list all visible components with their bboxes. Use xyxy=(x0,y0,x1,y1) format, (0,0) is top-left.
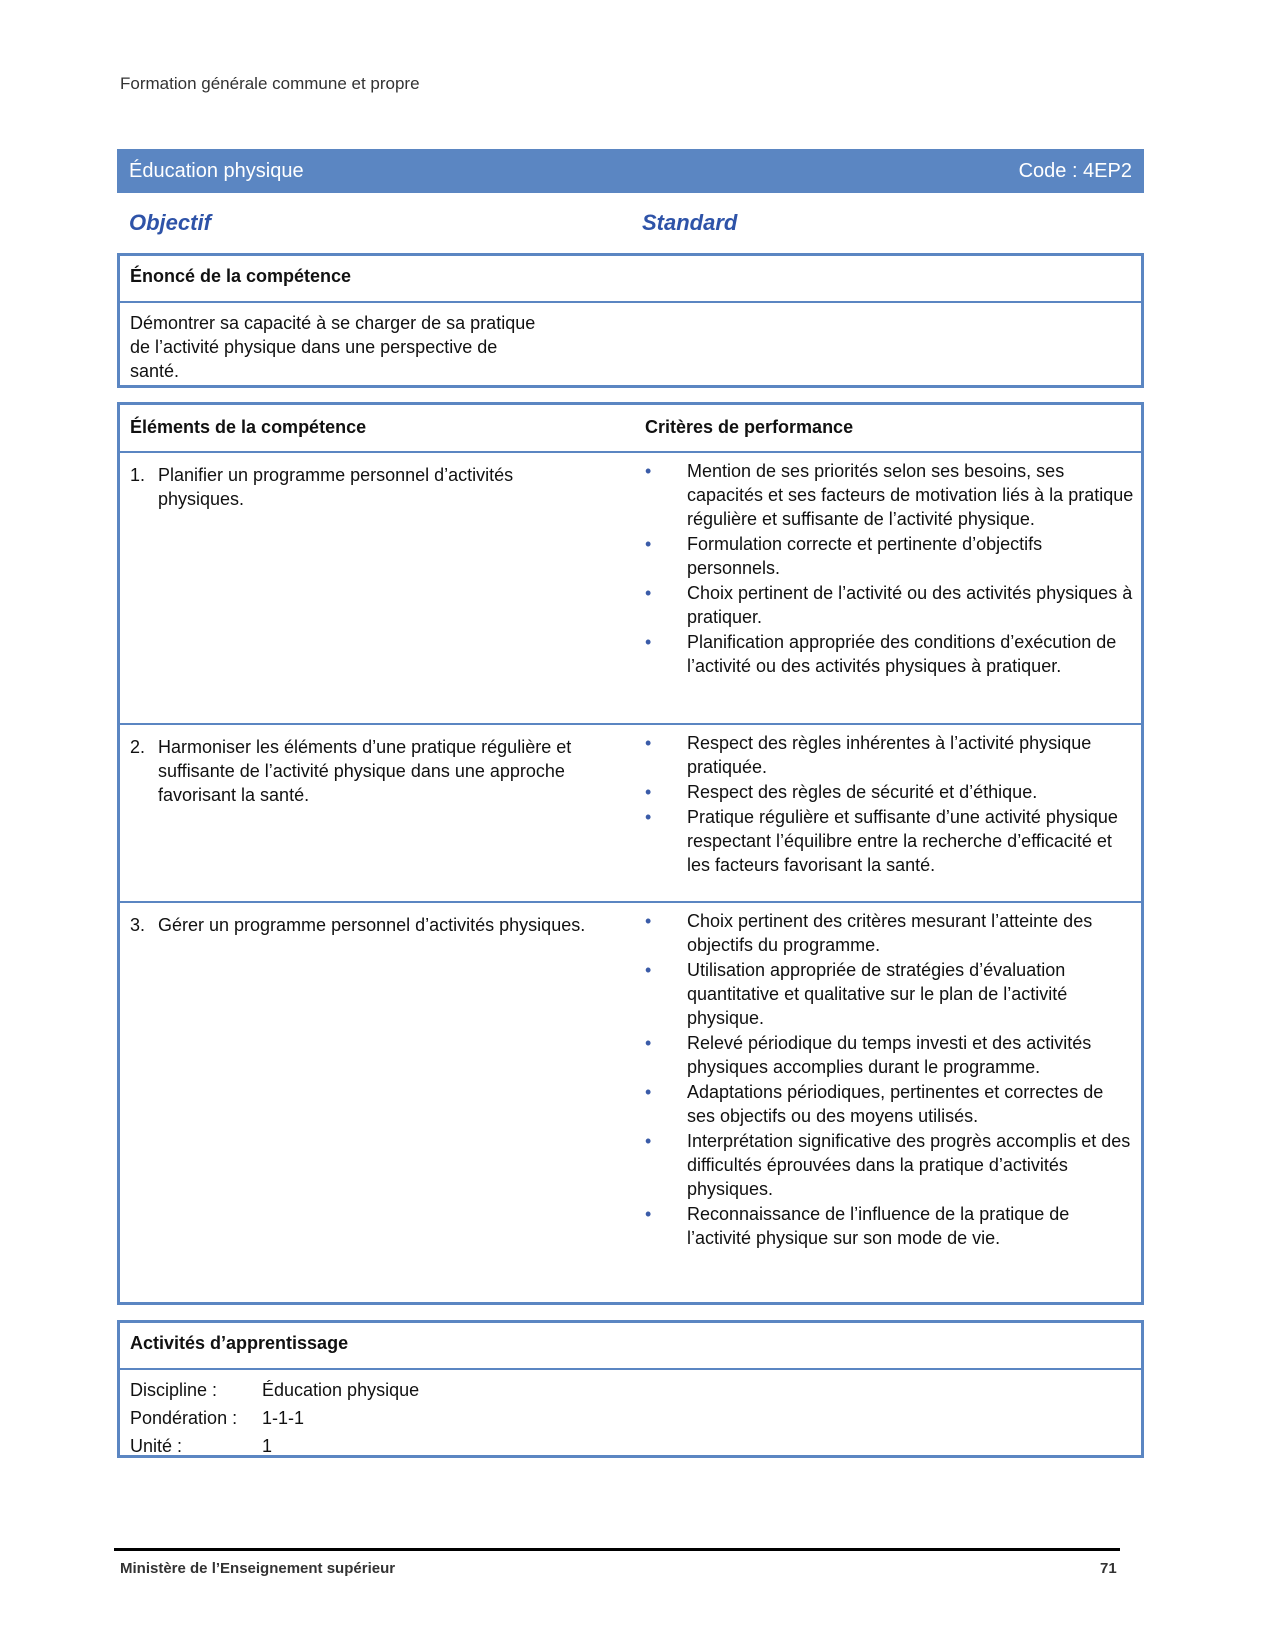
ponderation-line xyxy=(130,1404,1131,1432)
list-item: • Mention de ses priorités selon ses besoins, ses capacités et ses facteurs de motivation liés à la pratique régulière et suffisante de l’activité physique. xyxy=(645,459,1135,531)
enonce-heading: Énoncé de la compétence xyxy=(120,256,1141,303)
list-item: • Respect des règles inhérentes à l’activité physique pratiquée. xyxy=(645,731,1135,779)
list-item: • Pratique régulière et suffisante d’une activité physique respectant l’équilibre entre la recherche d’efficacité et les facteurs favorisant la santé. xyxy=(645,805,1135,877)
footer-divider xyxy=(114,1548,1120,1551)
list-item: • Planification appropriée des conditions d’exécution de l’activité ou des activités physiques à pratiquer. xyxy=(645,630,1135,678)
course-code: Code : 4EP2 xyxy=(1018,159,1132,182)
running-header: Formation générale commune et propre xyxy=(120,74,420,93)
standard-label: Standard xyxy=(642,210,738,235)
activites-box xyxy=(117,1320,1144,1458)
activites-heading: Activités d’apprentissage xyxy=(120,1323,1141,1370)
element-text xyxy=(130,735,600,807)
discipline-value: Éducation physique xyxy=(262,1380,420,1400)
enonce-box xyxy=(117,253,1144,388)
unite-line xyxy=(130,1432,1131,1460)
element-text xyxy=(130,463,600,511)
elements-header xyxy=(120,405,1141,453)
list-item: • Relevé périodique du temps investi et des activités physiques accomplies durant le programme. xyxy=(645,1031,1135,1079)
unite-value: 1 xyxy=(262,1436,273,1456)
unite-label: Unité : xyxy=(130,1436,183,1456)
criteria-list xyxy=(645,459,1135,679)
element-number: 2. xyxy=(130,737,146,757)
list-item: • Adaptations périodiques, pertinentes et correctes de ses objectifs ou des moyens utilisés. xyxy=(645,1080,1135,1128)
table-row xyxy=(120,725,1141,903)
page-number: 71 xyxy=(1100,1560,1117,1577)
discipline-label: Discipline : xyxy=(130,1380,218,1400)
enonce-text: Démontrer sa capacité à se charger de sa pratique de l’activité physique dans une perspective de santé. xyxy=(130,313,536,381)
activites-body xyxy=(120,1370,1141,1466)
list-item: • Formulation correcte et pertinente d’objectifs personnels. xyxy=(645,532,1135,580)
list-item: • Choix pertinent de l’activité ou des activités physiques à pratiquer. xyxy=(645,581,1135,629)
list-item: • Reconnaissance de l’influence de la pratique de l’activité physique sur son mode de vie. xyxy=(645,1202,1135,1250)
element-label: Harmoniser les éléments d’une pratique régulière et suffisante de l’activité physique dans une approche favorisant la santé. xyxy=(158,737,572,805)
elements-table xyxy=(117,402,1144,1305)
discipline-line xyxy=(130,1376,1131,1404)
criteria-list xyxy=(645,909,1135,1251)
footer-ministry: Ministère de l’Enseignement supérieur xyxy=(120,1560,396,1577)
list-item: • Utilisation appropriée de stratégies d’évaluation quantitative et qualitative sur le plan de l’activité physique. xyxy=(645,958,1135,1030)
ponderation-label: Pondération : xyxy=(130,1408,238,1428)
element-number: 3. xyxy=(130,915,146,935)
elements-heading: Éléments de la compétence xyxy=(130,417,367,437)
element-label: Planifier un programme personnel d’activités physiques. xyxy=(158,465,514,509)
table-row xyxy=(120,903,1141,1298)
objectif-standard-labels xyxy=(117,208,1144,242)
element-label: Gérer un programme personnel d’activités physiques. xyxy=(158,915,586,935)
list-item: • Choix pertinent des critères mesurant l’atteinte des objectifs du programme. xyxy=(645,909,1135,957)
list-item: • Interprétation significative des progrès accomplis et des difficultés éprouvées dans la pratique d’activités physiques. xyxy=(645,1129,1135,1201)
element-number: 1. xyxy=(130,465,146,485)
table-row xyxy=(120,453,1141,725)
course-title-bar xyxy=(117,149,1144,193)
criteres-heading: Critères de performance xyxy=(645,417,854,437)
ponderation-value: 1-1-1 xyxy=(262,1408,305,1428)
course-title: Éducation physique xyxy=(129,159,304,182)
objectif-label: Objectif xyxy=(129,210,211,235)
list-item: • Respect des règles de sécurité et d’éthique. xyxy=(645,780,1135,804)
element-text xyxy=(130,913,600,937)
criteria-list xyxy=(645,731,1135,878)
